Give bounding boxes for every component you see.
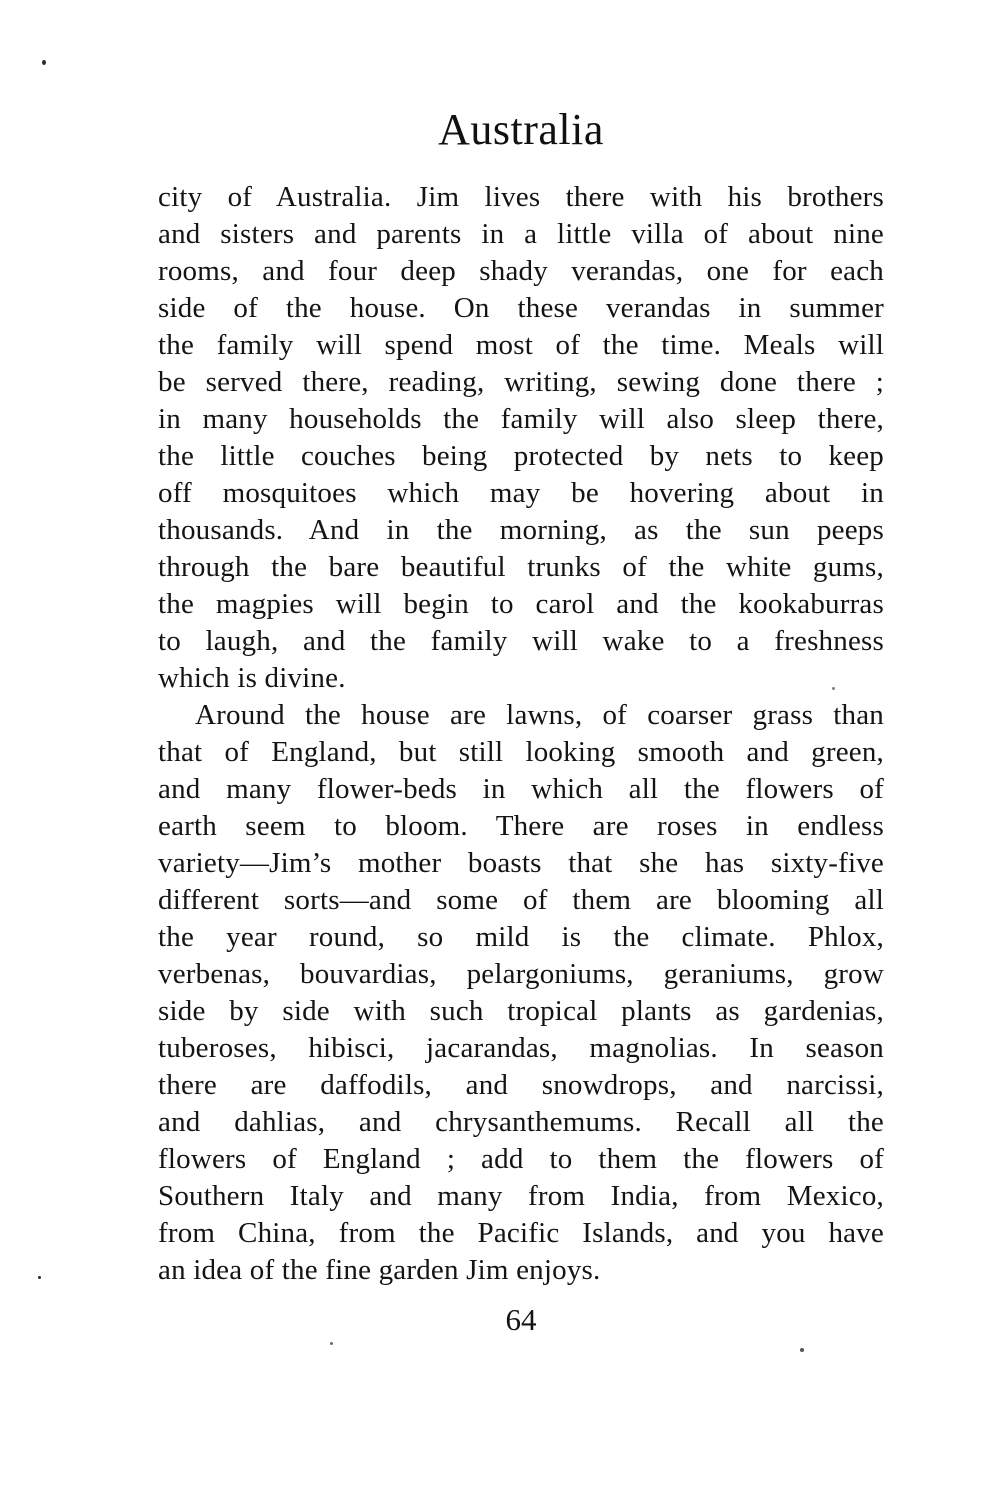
page-title: Australia [438, 105, 604, 154]
text-line: off mosquitoes which may be hovering about in [158, 477, 884, 509]
text-line: in many households the family will also sleep there, [158, 403, 884, 435]
page-number: 64 [505, 1302, 537, 1337]
text-line: the little couches being protected by nets to keep [158, 440, 884, 472]
text-line: be served there, reading, writing, sewing done there ; [158, 366, 884, 398]
paragraph [158, 179, 884, 697]
text-line: variety—Jim’s mother boasts that she has sixty-five [158, 847, 884, 879]
text-line: that of England, but still looking smooth and green, [158, 736, 884, 768]
scan-speck [832, 687, 835, 690]
text-line: side of the house. On these verandas in summer [158, 292, 884, 324]
text-line: flowers of England ; add to them the flowers of [158, 1143, 884, 1175]
text-line: Southern Italy and many from India, from Mexico, [158, 1180, 884, 1212]
text-line: there are daffodils, and snowdrops, and narcissi, [158, 1069, 884, 1101]
text-line: and many flower-beds in which all the flowers of [158, 773, 884, 805]
text-line: Around the house are lawns, of coarser grass than [195, 699, 884, 731]
paragraph [158, 697, 884, 1289]
text-line: side by side with such tropical plants as gardenias, [158, 995, 884, 1027]
text-line: which is divine. [158, 662, 346, 694]
text-line: an idea of the fine garden Jim enjoys. [158, 1254, 601, 1286]
text-line: thousands. And in the morning, as the sun peeps [158, 514, 884, 546]
text-line: through the bare beautiful trunks of the white gums, [158, 551, 884, 583]
scan-speck [42, 60, 46, 65]
text-line: the magpies will begin to carol and the kookaburras [158, 588, 884, 620]
text-line: the family will spend most of the time. Meals will [158, 329, 884, 361]
text-line: earth seem to bloom. There are roses in endless [158, 810, 884, 842]
text-line: tuberoses, hibisci, jacarandas, magnolias. In season [158, 1032, 884, 1064]
text-line: and dahlias, and chrysanthemums. Recall all the [158, 1106, 884, 1138]
text-line: different sorts—and some of them are blooming all [158, 884, 884, 916]
text-line: and sisters and parents in a little villa of about nine [158, 218, 884, 250]
text-line: the year round, so mild is the climate. Phlox, [158, 921, 884, 953]
text-line: from China, from the Pacific Islands, and you have [158, 1217, 884, 1249]
scan-speck [330, 1342, 333, 1345]
text-line: verbenas, bouvardias, pelargoniums, geraniums, grow [158, 958, 884, 990]
text-line: to laugh, and the family will wake to a freshness [158, 625, 884, 657]
text-line: rooms, and four deep shady verandas, one for each [158, 255, 884, 287]
scan-speck [38, 1276, 41, 1279]
page-body [158, 179, 884, 1289]
scan-speck [800, 1348, 804, 1352]
text-line: city of Australia. Jim lives there with his brothers [158, 181, 884, 213]
